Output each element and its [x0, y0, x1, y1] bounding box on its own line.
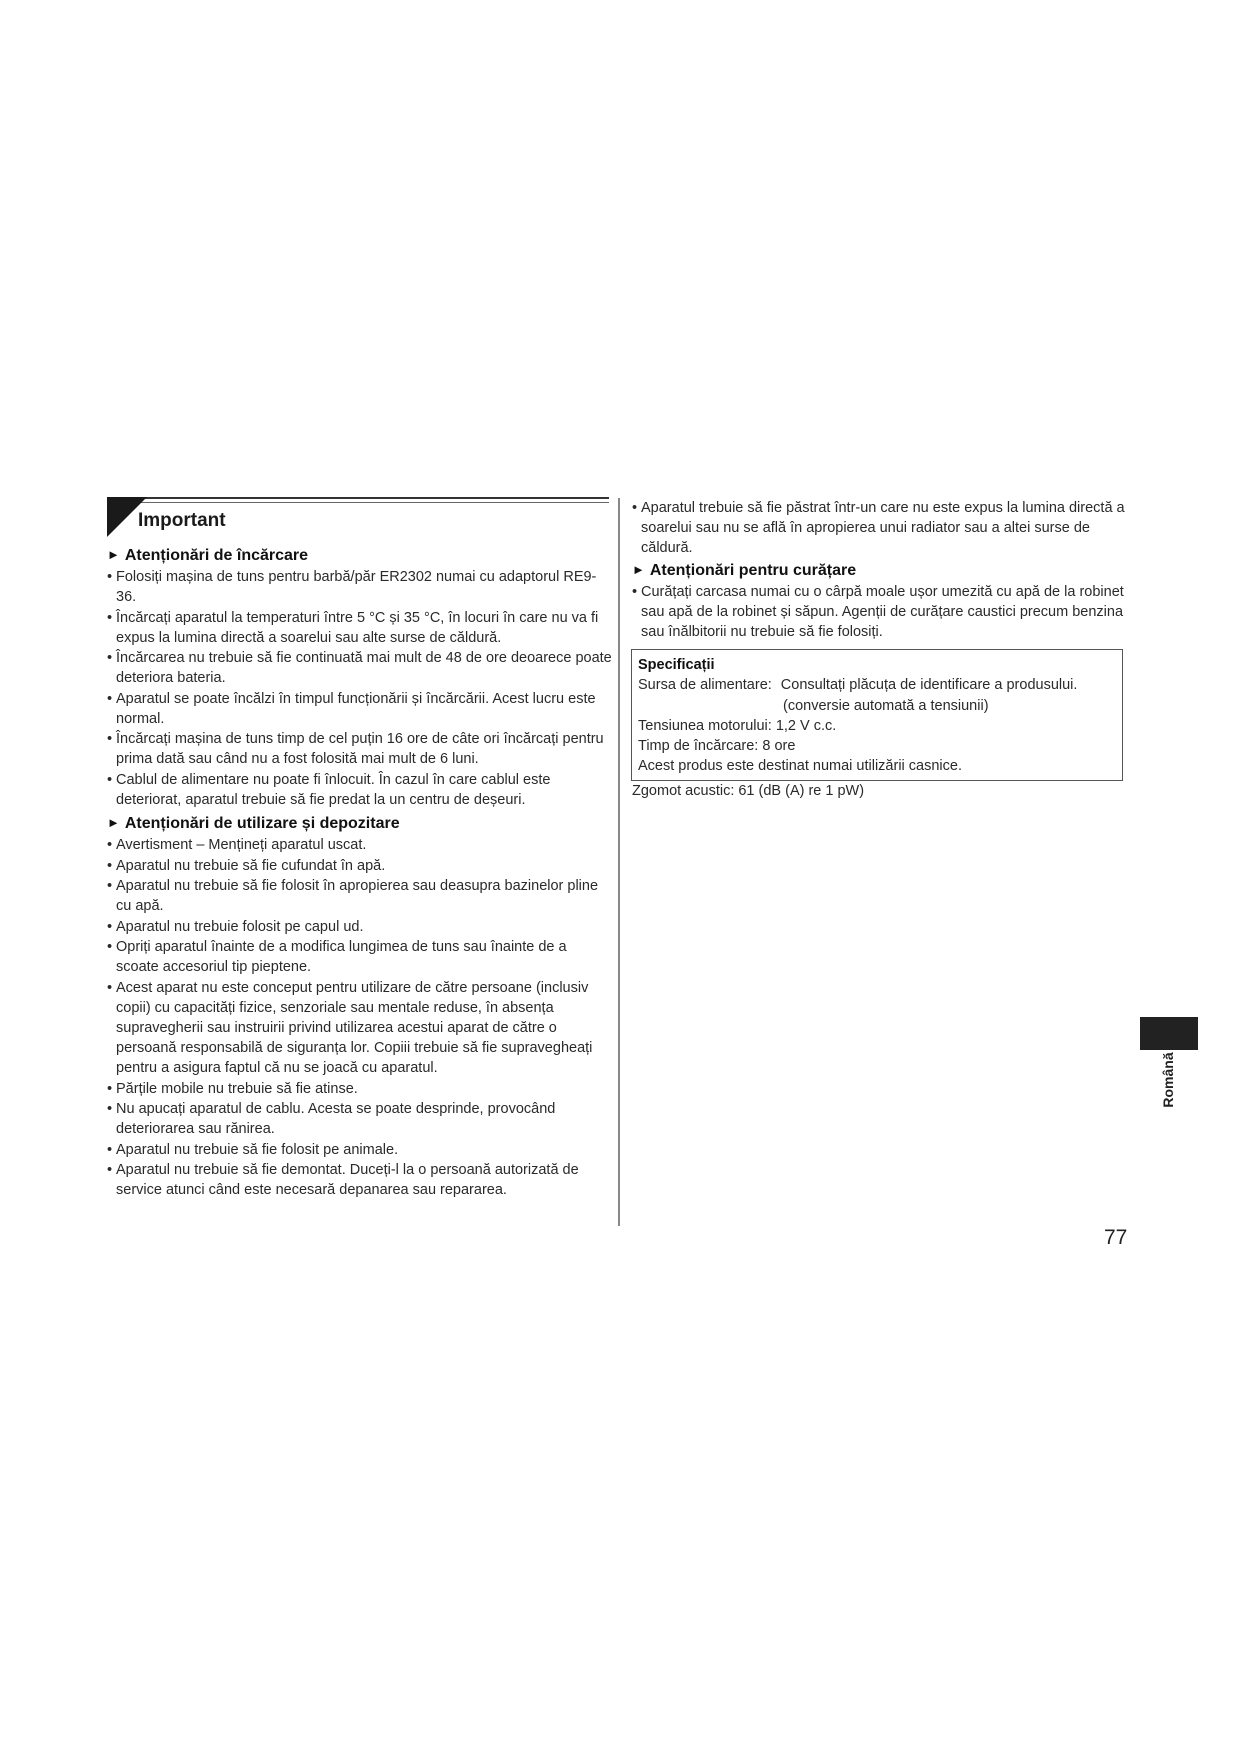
list-item: • Acest aparat nu este conceput pentru utilizare de către persoane (inclusiv copii) cu capacități fizice, senzoriale sau mentale reduse, în absența supravegherii sau instruirii privind utilizarea acestui aparat de către o persoană responsabilă de siguranța lor. Copiii trebuie să fie supravegheați pentru a asigura faptul că nu se joacă cu aparatul. — [107, 978, 612, 1078]
list-item: • Folosiți mașina de tuns pentru barbă/păr ER2302 numai cu adaptorul RE9-36. — [107, 567, 612, 607]
power-row — [638, 675, 1116, 695]
list-item: • Nu apucați aparatul de cablu. Acesta se poate desprinde, provocând deteriorarea sau rănirea. — [107, 1099, 612, 1139]
list-item: • Aparatul nu trebuie să fie folosit în apropierea sau deasupra bazinelor pline cu apă. — [107, 876, 612, 916]
triangle-marker-icon: ► — [107, 547, 120, 562]
list-item: • Părțile mobile nu trebuie să fie atinse. — [107, 1079, 612, 1099]
language-label: Română — [1160, 1052, 1176, 1108]
household-note: Acest produs este destinat numai utilizării casnice. — [638, 758, 962, 775]
storage-list — [632, 498, 1132, 558]
important-header — [107, 497, 609, 537]
list-item: • Opriți aparatul înainte de a modifica lungimea de tuns sau înainte de a scoate accesoriul tip pieptene. — [107, 937, 612, 977]
list-item: • Încărcați aparatul la temperaturi între 5 °C și 35 °C, în locuri în care nu va fi expus la lumina directă a soarelui sau alte surse de căldură. — [107, 608, 612, 648]
list-item: • Cablul de alimentare nu poate fi înlocuit. În cazul în care cablul este deteriorat, aparatul trebuie să fie predat la un centru de deșeuri. — [107, 770, 612, 810]
noise-level: Zgomot acustic: 61 (dB (A) re 1 pW) — [632, 783, 865, 799]
list-item: • Aparatul nu trebuie să fie demontat. Duceți-l la o persoană autorizată de service atunci când este necesară depanarea sau repararea. — [107, 1160, 612, 1200]
conversion-note: (conversie automată a tensiunii) — [783, 697, 989, 714]
header-rule-thin — [107, 502, 609, 503]
important-title: Important — [138, 510, 226, 531]
list-item: • Aparatul trebuie să fie păstrat într-un care nu este expus la lumina directă a soarelui sau nu se află în apropierea unui radiator sau a altei surse de căldură. — [632, 498, 1132, 558]
header-rule — [107, 497, 609, 499]
list-item: • Încărcarea nu trebuie să fie continuată mai mult de 48 de ore deoarece poate deteriora bateria. — [107, 648, 612, 688]
power-value: Consultați plăcuța de identificare a produsului. — [780, 677, 1078, 694]
charge-time: Timp de încărcare: 8 ore — [638, 738, 796, 755]
left-column — [107, 544, 612, 1201]
list-item: • Încărcați mașina de tuns timp de cel puțin 16 ore de câte ori încărcați pentru prima dată sau când nu a fost folosită mai mult de 6 luni. — [107, 729, 612, 769]
cleaning-heading: ► Atenționări pentru curățare — [632, 561, 857, 579]
charging-heading: ► Atenționări de încărcare — [107, 547, 309, 564]
page-number: 77 — [1104, 1226, 1128, 1249]
list-item: • Curățați carcasa numai cu o cârpă moale ușor umezită cu apă de la robinet sau apă de la robinet și săpun. Agenții de curățare caustici precum benzina sau înălbitorii nu trebuie să fie folosiți. — [632, 582, 1132, 642]
usage-heading: ► Atenționări de utilizare și depozitare — [107, 815, 400, 833]
motor-voltage: Tensiunea motorului: 1,2 V c.c. — [638, 717, 837, 734]
power-label: Sursa de alimentare: — [638, 677, 772, 694]
list-item: • Aparatul nu trebuie să fie folosit pe animale. — [107, 1140, 612, 1160]
charging-list — [107, 567, 612, 810]
triangle-marker-icon: ► — [632, 561, 645, 577]
specifications-title: Specificații — [638, 657, 715, 673]
right-column — [632, 498, 1132, 642]
list-item: • Aparatul se poate încălzi în timpul funcționării și încărcării. Acest lucru este normal. — [107, 689, 612, 729]
column-divider — [618, 498, 620, 1226]
specifications-box — [631, 649, 1123, 781]
triangle-marker-icon: ► — [107, 815, 120, 831]
list-item: • Aparatul nu trebuie folosit pe capul ud. — [107, 917, 612, 937]
list-item: • Avertisment – Mențineți aparatul uscat. — [107, 835, 612, 855]
usage-list — [107, 835, 612, 1200]
list-item: • Aparatul nu trebuie să fie cufundat în apă. — [107, 856, 612, 876]
cleaning-list — [632, 582, 1132, 642]
